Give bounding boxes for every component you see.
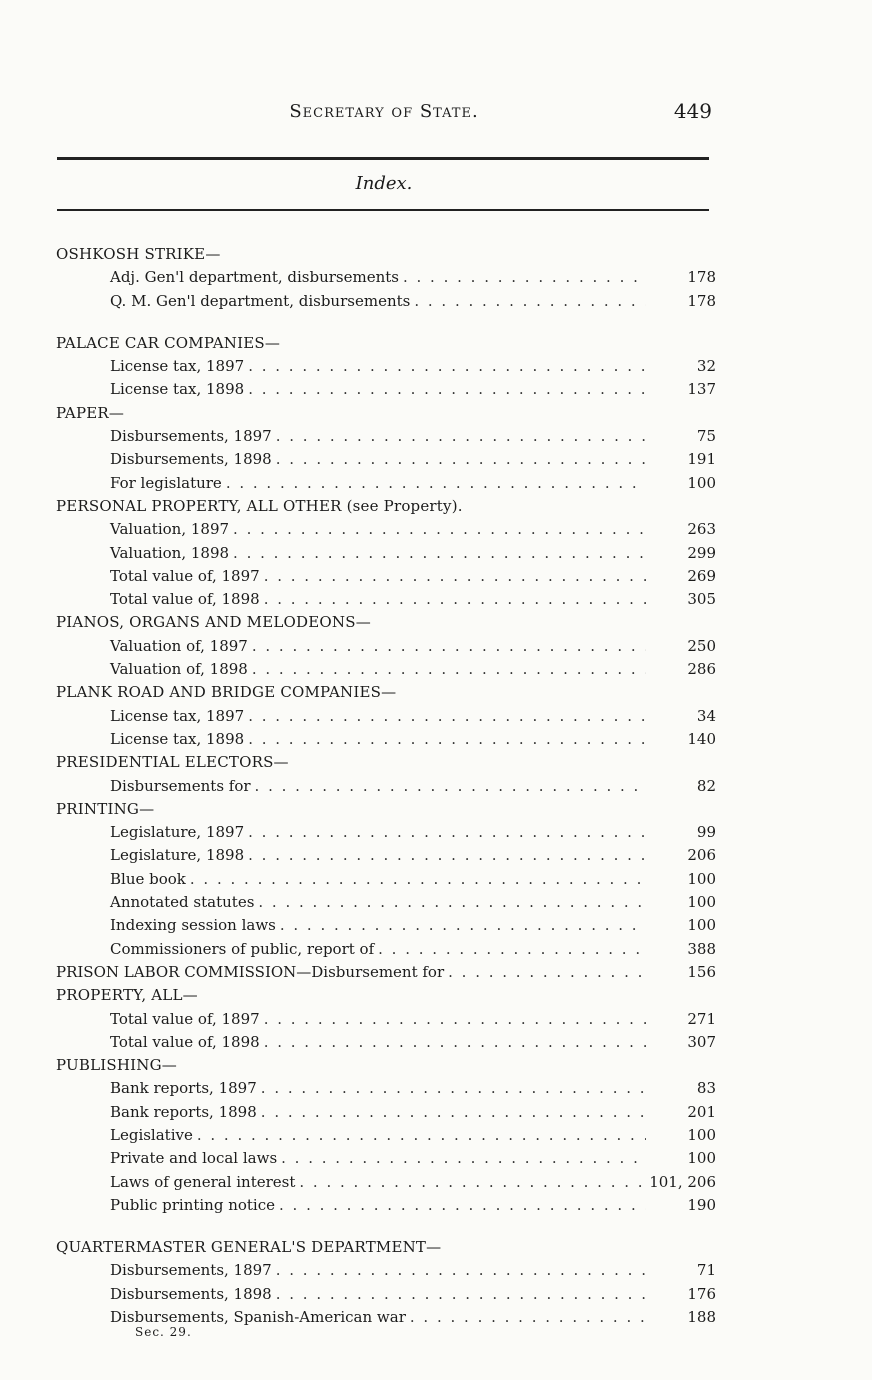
dot-leader	[252, 658, 646, 681]
entry-label: Total value of, 1897	[110, 1009, 260, 1028]
index-entry	[56, 868, 716, 891]
entry-label: Total value of, 1897	[110, 566, 260, 585]
entry-page-number: 82	[696, 776, 716, 795]
page-number: 449	[673, 99, 712, 123]
index-entry	[56, 1124, 716, 1147]
entry-page-number: 305	[687, 590, 716, 609]
entry-label: Legislature, 1898	[110, 846, 245, 865]
index-entry	[56, 635, 716, 658]
index-entry	[56, 1031, 716, 1054]
entry-label: Disbursements, 1898	[110, 450, 272, 469]
index-entry	[56, 775, 716, 798]
index-entry	[56, 290, 716, 313]
dot-leader	[261, 1101, 646, 1124]
entry-label: Legislature, 1897	[110, 823, 245, 842]
entry-page-number: 83	[696, 1079, 716, 1098]
index-heading: PERSONAL PROPERTY, ALL OTHER (see Property).	[56, 496, 463, 515]
entry-page-number: 263	[687, 520, 716, 539]
index-entry	[56, 542, 716, 565]
index-entry	[56, 565, 716, 588]
dot-leader	[410, 1306, 646, 1329]
entry-label: Blue book	[110, 869, 186, 888]
index-heading: PIANOS, ORGANS AND MELODEONS—	[56, 613, 371, 632]
index-entry	[56, 425, 716, 448]
entry-page-number: 100	[687, 1125, 716, 1144]
dot-leader	[378, 938, 646, 961]
dot-leader	[258, 891, 646, 914]
dot-leader	[248, 844, 646, 867]
entry-label: Indexing session laws	[110, 916, 276, 935]
dot-leader	[248, 378, 646, 401]
entry-page-number: 178	[687, 291, 716, 310]
index-entry	[56, 355, 716, 378]
entry-label: Public printing notice	[110, 1195, 275, 1214]
entry-page-number: 178	[687, 268, 716, 287]
entry-page-number: 100	[687, 1149, 716, 1168]
entry-label: Valuation, 1897	[110, 520, 230, 539]
index-entry	[56, 705, 716, 728]
entry-label: Valuation of, 1898	[110, 660, 248, 679]
entry-page-number: 99	[696, 823, 716, 842]
index-heading: PALACE CAR COMPANIES—	[56, 333, 281, 352]
index-entry	[56, 914, 716, 937]
dot-leader	[276, 448, 646, 471]
index-entry	[56, 1283, 716, 1306]
dot-leader	[190, 868, 646, 891]
dot-leader	[233, 542, 646, 565]
dot-leader	[276, 425, 646, 448]
entry-label: PRISON LABOR COMMISSION—Disbursement for	[56, 962, 445, 981]
dot-leader	[281, 1147, 646, 1170]
entry-label: Adj. Gen'l department, disbursements	[110, 268, 399, 287]
entry-page-number: 100	[687, 473, 716, 492]
entry-page-number: 101, 206	[649, 1172, 716, 1191]
entry-label: Disbursements, 1897	[110, 427, 272, 446]
entry-page-number: 307	[687, 1032, 716, 1051]
entry-label: Disbursements, 1898	[110, 1284, 272, 1303]
entry-label: Legislative	[110, 1125, 193, 1144]
entry-page-number: 34	[696, 706, 716, 725]
entry-page-number: 191	[687, 450, 716, 469]
entry-page-number: 32	[696, 357, 716, 376]
index-entry	[56, 1171, 716, 1194]
entry-label: License tax, 1897	[110, 357, 245, 376]
index-heading: PAPER—	[56, 403, 125, 422]
index-heading	[56, 961, 716, 984]
dot-leader	[248, 821, 646, 844]
dot-leader	[299, 1171, 646, 1194]
dot-leader	[264, 588, 646, 611]
index-entry	[56, 1008, 716, 1031]
index-entry	[56, 518, 716, 541]
index-heading: PRINTING—	[56, 799, 155, 818]
entry-page-number: 201	[687, 1102, 716, 1121]
index-list	[56, 243, 716, 1329]
index-entry	[56, 1259, 716, 1282]
dot-leader	[248, 355, 646, 378]
dot-leader	[248, 705, 646, 728]
entry-label: Disbursements, Spanish-American war	[110, 1308, 406, 1327]
index-entry	[56, 658, 716, 681]
entry-page-number: 269	[687, 566, 716, 585]
index-heading: PROPERTY, ALL—	[56, 986, 198, 1005]
dot-leader	[252, 635, 646, 658]
entry-page-number: 75	[696, 427, 716, 446]
index-heading: OSHKOSH STRIKE—	[56, 245, 221, 263]
entry-page-number: 286	[687, 660, 716, 679]
index-entry	[56, 448, 716, 471]
entry-label: License tax, 1898	[110, 729, 245, 748]
entry-label: Private and local laws	[110, 1149, 278, 1168]
index-heading: QUARTERMASTER GENERAL'S DEPARTMENT—	[56, 1238, 442, 1257]
index-entry	[56, 938, 716, 961]
entry-page-number: 190	[687, 1195, 716, 1214]
entry-page-number: 156	[687, 962, 716, 981]
entry-label: License tax, 1898	[110, 380, 245, 399]
index-entry	[56, 1101, 716, 1124]
entry-page-number: 71	[696, 1261, 716, 1280]
entry-label: Annotated statutes	[110, 893, 255, 912]
entry-label: Bank reports, 1898	[110, 1102, 257, 1121]
index-entry	[56, 844, 716, 867]
dot-leader	[403, 266, 646, 289]
entry-page-number: 140	[687, 729, 716, 748]
entry-label: Disbursements, 1897	[110, 1261, 272, 1280]
entry-page-number: 100	[687, 869, 716, 888]
index-subtitle: Index.	[355, 173, 413, 194]
dot-leader	[248, 728, 646, 751]
entry-label: Bank reports, 1897	[110, 1079, 257, 1098]
dot-leader	[255, 775, 646, 798]
bottom-rule	[57, 209, 709, 211]
dot-leader	[264, 565, 646, 588]
index-entry	[56, 588, 716, 611]
signature-mark: Sec. 29.	[135, 1325, 192, 1339]
index-entry	[56, 1077, 716, 1100]
dot-leader	[276, 1283, 646, 1306]
entry-page-number: 271	[687, 1009, 716, 1028]
dot-leader	[414, 290, 646, 313]
entry-label: For legislature	[110, 473, 222, 492]
entry-page-number: 206	[687, 846, 716, 865]
index-entry	[56, 821, 716, 844]
entry-label: Total value of, 1898	[110, 1032, 260, 1051]
dot-leader	[264, 1031, 646, 1054]
index-entry	[56, 472, 716, 495]
entry-page-number: 100	[687, 893, 716, 912]
dot-leader	[233, 518, 646, 541]
entry-page-number: 188	[687, 1308, 716, 1327]
dot-leader	[280, 914, 646, 937]
entry-page-number: 100	[687, 916, 716, 935]
entry-page-number: 388	[687, 939, 716, 958]
dot-leader	[279, 1194, 646, 1217]
entry-label: Laws of general interest	[110, 1172, 296, 1191]
dot-leader	[261, 1077, 646, 1100]
entry-label: License tax, 1897	[110, 706, 245, 725]
entry-page-number: 137	[687, 380, 716, 399]
dot-leader	[276, 1259, 646, 1282]
index-entry	[56, 1147, 716, 1170]
entry-page-number: 176	[687, 1284, 716, 1303]
dot-leader	[226, 472, 646, 495]
index-heading: PRESIDENTIAL ELECTORS—	[56, 753, 289, 772]
entry-label: Commissioners of public, report of	[110, 939, 375, 958]
index-heading: PUBLISHING—	[56, 1056, 177, 1075]
entry-label: Total value of, 1898	[110, 590, 260, 609]
index-entry	[56, 266, 716, 289]
entry-label: Valuation, 1898	[110, 543, 230, 562]
entry-label: Valuation of, 1897	[110, 636, 248, 655]
dot-leader	[197, 1124, 646, 1147]
index-entry	[56, 891, 716, 914]
index-entry	[56, 728, 716, 751]
entry-label: Q. M. Gen'l department, disbursements	[110, 291, 411, 310]
entry-page-number: 299	[687, 543, 716, 562]
running-header-title: Secretary of State.	[289, 101, 479, 122]
index-entry	[56, 1194, 716, 1217]
index-heading: PLANK ROAD AND BRIDGE COMPANIES—	[56, 683, 397, 702]
entry-page-number: 250	[687, 636, 716, 655]
top-rule	[57, 157, 709, 160]
dot-leader	[264, 1008, 646, 1031]
index-entry	[56, 378, 716, 401]
entry-label: Disbursements for	[110, 776, 251, 795]
dot-leader	[448, 961, 646, 984]
